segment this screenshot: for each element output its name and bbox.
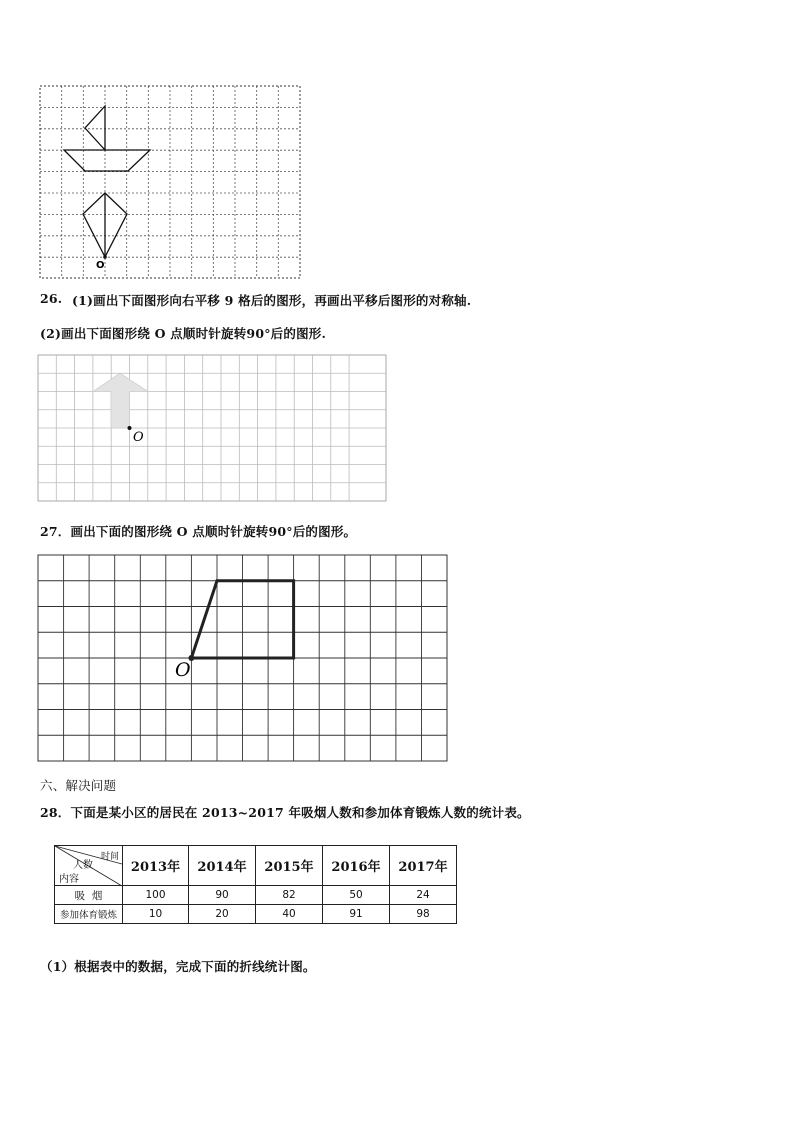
section-title: 六、解决问题 <box>40 778 117 793</box>
table-cell: 20 <box>189 905 256 924</box>
grid-translation <box>40 86 302 280</box>
table-cell: 100 <box>123 886 189 905</box>
header-content: 内容 <box>59 874 79 885</box>
boat-shape <box>64 106 150 171</box>
year-2013: 2013年 <box>123 846 189 886</box>
q28-sub1: （1）根据表中的数据，完成下面的折线统计图。 <box>40 959 316 974</box>
table-cell: 98 <box>390 905 457 924</box>
row-label: 参加体育锻炼 <box>55 905 123 924</box>
row-label: 吸 烟 <box>55 886 123 905</box>
table-row-smoking <box>55 886 457 905</box>
table-cell: 91 <box>323 905 390 924</box>
table-cell: 82 <box>256 886 323 905</box>
table-header-diagonal <box>55 846 123 886</box>
q26-number: 26. <box>40 291 63 306</box>
statistics-table <box>54 845 457 924</box>
q28-text: 28．下面是某小区的居民在 2013~2017 年吸烟人数和参加体育锻炼人数的统计表。 <box>40 805 530 820</box>
table-cell: 40 <box>256 905 323 924</box>
grid-arrow-rotation <box>38 355 388 503</box>
table-cell: 90 <box>189 886 256 905</box>
q27-text: 27．画出下面的图形绕 O 点顺时针旋转90°后的图形。 <box>40 524 357 539</box>
origin-label: O <box>96 260 105 271</box>
year-2017: 2017年 <box>390 846 457 886</box>
table-row-exercise <box>55 905 457 924</box>
origin-label: O <box>133 430 144 445</box>
origin-label: O <box>175 659 191 681</box>
arrow-shape <box>93 373 148 428</box>
grid-trapezoid-rotation <box>38 555 450 763</box>
q26-part1: (1)画出下面图形向右平移 9 格后的图形，再画出平移后图形的对称轴. <box>72 293 472 308</box>
table-cell: 50 <box>323 886 390 905</box>
kite-shape <box>83 193 127 257</box>
table-cell: 10 <box>123 905 189 924</box>
year-2016: 2016年 <box>323 846 390 886</box>
table-cell: 24 <box>390 886 457 905</box>
q26-part2: (2)画出下面图形绕 O 点顺时针旋转90°后的图形. <box>40 326 327 341</box>
year-2015: 2015年 <box>256 846 323 886</box>
header-time: 时间 <box>100 852 119 862</box>
year-2014: 2014年 <box>189 846 256 886</box>
header-count: 人数 <box>73 860 93 871</box>
